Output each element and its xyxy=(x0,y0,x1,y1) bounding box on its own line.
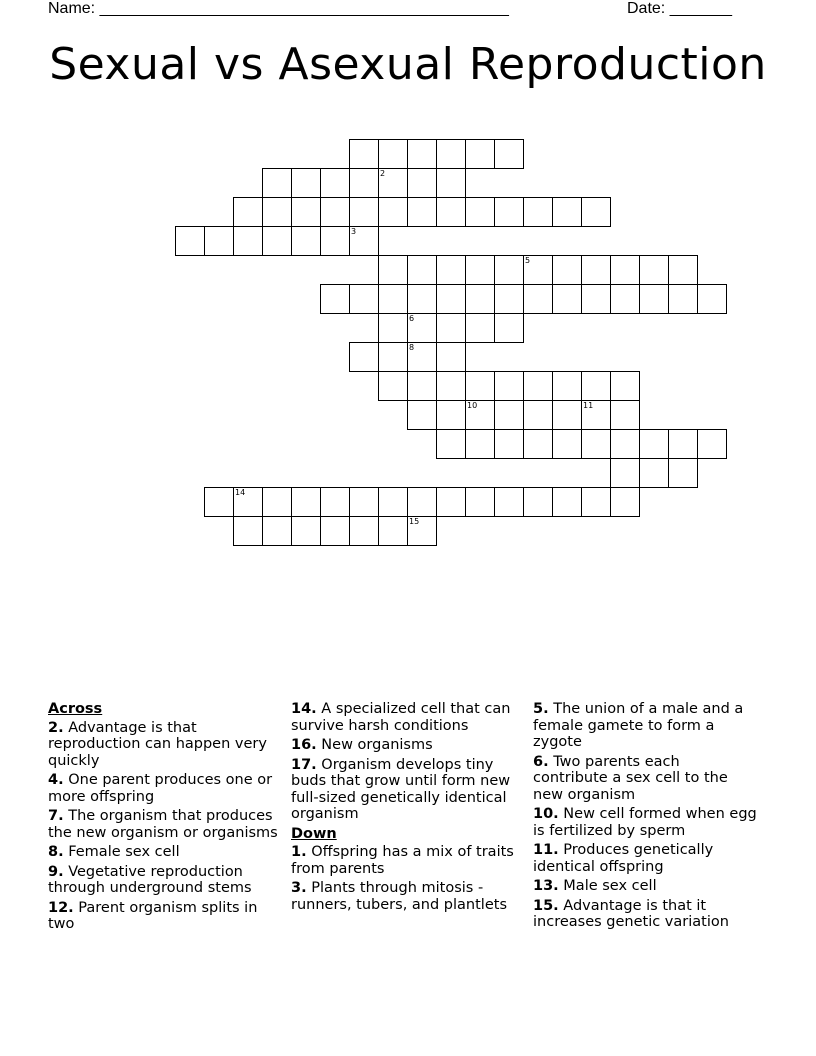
grid-cell[interactable] xyxy=(523,371,553,401)
grid-cell[interactable] xyxy=(204,226,234,256)
grid-cell[interactable] xyxy=(494,400,524,430)
clue-across-12: 12. Parent organism splits in two xyxy=(48,899,258,932)
grid-cell[interactable] xyxy=(436,313,466,343)
grid-cell[interactable] xyxy=(581,371,611,401)
grid-cell[interactable] xyxy=(581,487,611,517)
grid-cell[interactable] xyxy=(668,284,698,314)
clue-number: 5 xyxy=(525,256,531,265)
grid-cell[interactable] xyxy=(494,487,524,517)
grid-cell[interactable] xyxy=(291,516,321,546)
grid-cell[interactable] xyxy=(610,371,640,401)
grid-cell[interactable] xyxy=(581,284,611,314)
grid-cell[interactable] xyxy=(407,487,437,517)
grid-cell[interactable] xyxy=(523,255,553,285)
clue-down-10: 10. New cell formed when egg is fertilized by sperm xyxy=(533,806,757,839)
grid-cell[interactable] xyxy=(523,487,553,517)
grid-cell[interactable] xyxy=(407,284,437,314)
grid-cell[interactable] xyxy=(610,458,640,488)
grid-cell[interactable] xyxy=(262,487,292,517)
clue-number: 6 xyxy=(409,314,415,323)
grid-cell[interactable] xyxy=(291,168,321,198)
grid-cell[interactable] xyxy=(552,197,582,227)
down-heading: Down xyxy=(291,825,337,842)
grid-cell[interactable] xyxy=(523,400,553,430)
grid-cell[interactable] xyxy=(465,487,495,517)
grid-cell[interactable] xyxy=(668,458,698,488)
clues-column-2 xyxy=(291,701,523,916)
grid-cell[interactable] xyxy=(697,284,727,314)
grid-cell[interactable] xyxy=(436,371,466,401)
grid-cell[interactable] xyxy=(610,284,640,314)
grid-cell[interactable] xyxy=(581,400,611,430)
grid-cell[interactable] xyxy=(523,429,553,459)
grid-cell[interactable] xyxy=(291,487,321,517)
grid-cell[interactable] xyxy=(291,197,321,227)
grid-cell[interactable] xyxy=(465,284,495,314)
clue-across-8: 8. Female sex cell xyxy=(48,844,180,860)
grid-cell[interactable] xyxy=(494,139,524,169)
grid-cell[interactable] xyxy=(378,516,408,546)
clue-down-11: 11. Produces genetically identical offspring xyxy=(533,842,714,875)
grid-cell[interactable] xyxy=(407,313,437,343)
grid-cell[interactable] xyxy=(378,255,408,285)
across-heading: Across xyxy=(48,701,103,717)
grid-cell[interactable] xyxy=(233,487,263,517)
grid-cell[interactable] xyxy=(291,226,321,256)
clue-number: 2 xyxy=(380,169,386,178)
grid-cell[interactable] xyxy=(465,139,495,169)
grid-cell[interactable] xyxy=(349,168,379,198)
grid-cell[interactable] xyxy=(204,487,234,517)
clue-number: 11 xyxy=(583,401,594,410)
grid-cell[interactable] xyxy=(610,429,640,459)
grid-cell[interactable] xyxy=(494,313,524,343)
grid-cell[interactable] xyxy=(320,516,350,546)
grid-cell[interactable] xyxy=(436,168,466,198)
grid-cell[interactable] xyxy=(320,487,350,517)
grid-cell[interactable] xyxy=(639,458,669,488)
clue-down-1: 1. Offspring has a mix of traits from parents xyxy=(291,844,514,877)
grid-cell[interactable] xyxy=(436,197,466,227)
grid-cell[interactable] xyxy=(407,371,437,401)
grid-cell[interactable] xyxy=(233,516,263,546)
grid-cell[interactable] xyxy=(349,342,379,372)
grid-cell[interactable] xyxy=(552,255,582,285)
clue-across-16: 16. New organisms xyxy=(291,737,433,753)
grid-cell[interactable] xyxy=(349,139,379,169)
clue-across-7: 7. The organism that produces the new organism or organisms xyxy=(48,808,278,841)
page-title: Sexual vs Asexual Reproduction xyxy=(49,39,767,90)
grid-cell[interactable] xyxy=(407,516,437,546)
grid-cell[interactable] xyxy=(465,255,495,285)
grid-cell[interactable] xyxy=(378,139,408,169)
grid-cell[interactable] xyxy=(552,487,582,517)
clue-down-15: 15. Advantage is that it increases genetic variation xyxy=(533,897,729,930)
grid-cell[interactable] xyxy=(494,371,524,401)
grid-cell[interactable] xyxy=(552,371,582,401)
grid-cell[interactable] xyxy=(320,226,350,256)
grid-cell[interactable] xyxy=(262,197,292,227)
clue-number: 3 xyxy=(351,227,357,236)
clue-across-17: 17. Organism develops tiny buds that grow until form new full-sized genetically identical organism xyxy=(291,756,511,822)
grid-cell[interactable] xyxy=(465,371,495,401)
name-field-label[interactable]: Name: ______________________________________________ xyxy=(48,0,509,17)
clues-column-3 xyxy=(533,701,758,934)
clues-column-1 xyxy=(48,701,280,936)
grid-cell[interactable] xyxy=(465,197,495,227)
grid-cell[interactable] xyxy=(262,516,292,546)
grid-cell[interactable] xyxy=(436,255,466,285)
clue-down-3: 3. Plants through mitosis - runners, tubers, and plantlets xyxy=(291,880,507,913)
grid-cell[interactable] xyxy=(494,255,524,285)
grid-cell[interactable] xyxy=(581,197,611,227)
grid-cell[interactable] xyxy=(378,342,408,372)
grid-cell[interactable] xyxy=(407,197,437,227)
clue-down-6: 6. Two parents each contribute a sex cell to the new organism xyxy=(533,753,728,803)
grid-cell[interactable] xyxy=(407,255,437,285)
grid-cell[interactable] xyxy=(523,197,553,227)
grid-cell[interactable] xyxy=(378,487,408,517)
grid-cell[interactable] xyxy=(407,168,437,198)
grid-cell[interactable] xyxy=(378,371,408,401)
grid-cell[interactable] xyxy=(465,429,495,459)
grid-cell[interactable] xyxy=(697,429,727,459)
grid-cell[interactable] xyxy=(494,197,524,227)
grid-cell[interactable] xyxy=(436,400,466,430)
grid-cell[interactable] xyxy=(552,284,582,314)
grid-cell[interactable] xyxy=(552,400,582,430)
clue-across-14: 14. A specialized cell that can survive harsh conditions xyxy=(291,701,511,734)
grid-cell[interactable] xyxy=(610,400,640,430)
clue-number: 10 xyxy=(467,401,478,410)
clue-across-4: 4. One parent produces one or more offspring xyxy=(48,772,273,805)
grid-cell[interactable] xyxy=(639,429,669,459)
grid-cell[interactable] xyxy=(552,429,582,459)
grid-cell[interactable] xyxy=(349,516,379,546)
grid-cell[interactable] xyxy=(378,197,408,227)
grid-cell[interactable] xyxy=(436,487,466,517)
clue-down-13: 13. Male sex cell xyxy=(533,878,657,894)
grid-cell[interactable] xyxy=(349,487,379,517)
grid-cell[interactable] xyxy=(320,168,350,198)
clue-number: 8 xyxy=(409,343,415,352)
grid-cell[interactable] xyxy=(349,197,379,227)
grid-cell[interactable] xyxy=(233,197,263,227)
grid-cell[interactable] xyxy=(233,226,263,256)
grid-cell[interactable] xyxy=(668,429,698,459)
grid-cell[interactable] xyxy=(494,284,524,314)
grid-cell[interactable] xyxy=(581,429,611,459)
grid-cell[interactable] xyxy=(639,284,669,314)
clue-down-5: 5. The union of a male and a female gamete to form a zygote xyxy=(533,701,744,750)
grid-cell[interactable] xyxy=(581,255,611,285)
grid-cell[interactable] xyxy=(175,226,205,256)
grid-cell[interactable] xyxy=(523,284,553,314)
grid-cell[interactable] xyxy=(436,139,466,169)
grid-cell[interactable] xyxy=(436,284,466,314)
grid-cell[interactable] xyxy=(610,487,640,517)
grid-cell[interactable] xyxy=(349,226,379,256)
grid-cell[interactable] xyxy=(494,429,524,459)
clue-across-9: 9. Vegetative reproduction through underground stems xyxy=(48,863,252,896)
grid-cell[interactable] xyxy=(320,197,350,227)
grid-cell[interactable] xyxy=(407,342,437,372)
grid-cell[interactable] xyxy=(378,284,408,314)
grid-cell[interactable] xyxy=(610,255,640,285)
grid-cell[interactable] xyxy=(668,255,698,285)
grid-cell[interactable] xyxy=(320,284,350,314)
grid-cell[interactable] xyxy=(262,226,292,256)
clue-across-2: 2. Advantage is that reproduction can happen very quickly xyxy=(48,719,267,769)
grid-cell[interactable] xyxy=(262,168,292,198)
grid-cell[interactable] xyxy=(465,313,495,343)
grid-cell[interactable] xyxy=(407,139,437,169)
grid-cell[interactable] xyxy=(436,342,466,372)
grid-cell[interactable] xyxy=(378,313,408,343)
grid-cell[interactable] xyxy=(349,284,379,314)
clue-number: 14 xyxy=(235,488,246,497)
grid-cell[interactable] xyxy=(407,400,437,430)
grid-cell[interactable] xyxy=(378,168,408,198)
clue-number: 15 xyxy=(409,517,420,526)
grid-cell[interactable] xyxy=(639,255,669,285)
grid-cell[interactable] xyxy=(436,429,466,459)
date-field-label[interactable]: Date: _______ xyxy=(627,0,732,17)
grid-cell[interactable] xyxy=(465,400,495,430)
